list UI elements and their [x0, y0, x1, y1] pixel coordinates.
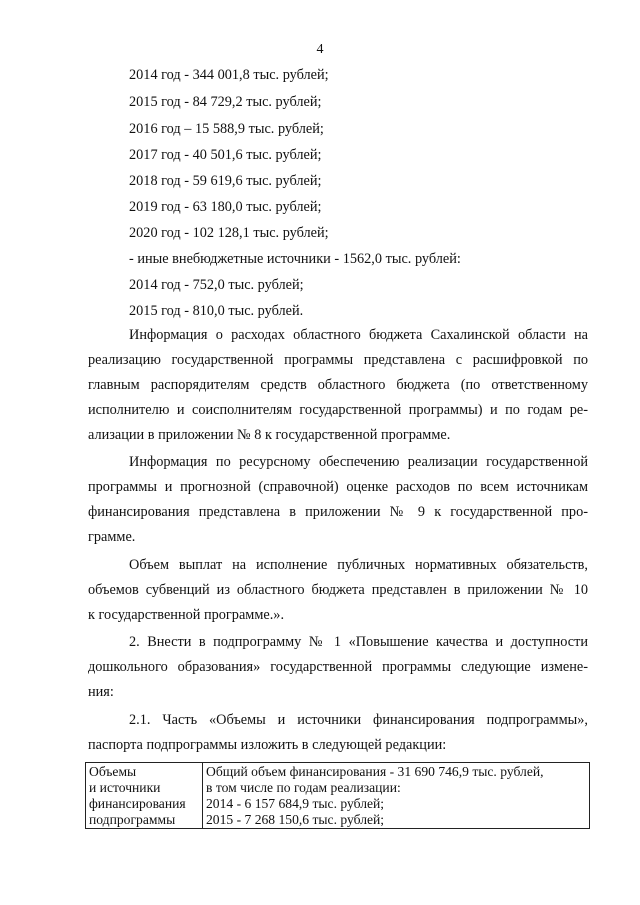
other-sources-line-2014: 2014 год - 752,0 тыс. рублей;: [129, 277, 304, 293]
paragraph-line: программы и прогнозной (справочной) оценке расходов по всем источникам: [88, 479, 588, 495]
paragraph-line: 2.1. Часть «Объемы и источники финансирования подпрограммы»,: [129, 712, 588, 728]
paragraph-passport-edit: [88, 708, 588, 758]
paragraph-line: ализации в приложении № 8 к государственной программе.: [88, 427, 451, 443]
table-row: [86, 763, 590, 829]
paragraph-line: к государственной программе.».: [88, 607, 285, 623]
paragraph-line: дошкольного образования» государственной программы следующие измене-: [88, 659, 588, 675]
other-sources-heading: - иные внебюджетные источники - 1562,0 тыс. рублей:: [129, 251, 461, 267]
paragraph-line: реализацию государственной программы представлена с расшифровкой по: [88, 352, 588, 368]
passport-table: [85, 762, 590, 829]
budget-line-2015: 2015 год - 84 729,2 тыс. рублей;: [129, 94, 322, 110]
paragraph-line: ния:: [88, 684, 114, 700]
cell-line: 2014 - 6 157 684,9 тыс. рублей;: [206, 796, 385, 811]
paragraph-line: Информация о расходах областного бюджета Сахалинской области на: [129, 327, 588, 343]
paragraph-line: Объем выплат на исполнение публичных нормативных обязательств,: [129, 557, 588, 573]
paragraph-resource-info: [88, 450, 588, 550]
budget-line-2019: 2019 год - 63 180,0 тыс. рублей;: [129, 199, 322, 215]
budget-line-2018: 2018 год - 59 619,6 тыс. рублей;: [129, 173, 322, 189]
page-number: 4: [316, 42, 324, 57]
paragraph-subprogram-changes: [88, 630, 588, 705]
paragraph-line: грамме.: [88, 529, 136, 545]
budget-line-2014: 2014 год - 344 001,8 тыс. рублей;: [129, 67, 329, 83]
paragraph-line: исполнителю и соисполнителям государственной программы) и по годам ре-: [88, 402, 588, 418]
budget-line-2020: 2020 год - 102 128,1 тыс. рублей;: [129, 225, 329, 241]
paragraph-expenses-info: [88, 323, 588, 448]
cell-line: финансирования: [89, 796, 186, 811]
paragraph-line: финансирования представлена в приложении № 9 к государственной про-: [88, 504, 588, 520]
table-cell-value: [203, 763, 590, 829]
other-sources-line-2015: 2015 год - 810,0 тыс. рублей.: [129, 303, 304, 319]
paragraph-line: Информация по ресурсному обеспечению реализации государственной: [129, 454, 588, 470]
cell-line: подпрограммы: [89, 812, 176, 827]
paragraph-line: 2. Внести в подпрограмму № 1 «Повышение качества и доступности: [129, 634, 588, 650]
table-cell-label: [86, 763, 203, 829]
cell-line: Объемы: [89, 764, 137, 779]
cell-line: в том числе по годам реализации:: [206, 780, 401, 795]
cell-line: 2015 - 7 268 150,6 тыс. рублей;: [206, 812, 385, 827]
paragraph-line: паспорта подпрограммы изложить в следующей редакции:: [88, 737, 447, 753]
paragraph-line: главным распорядителям средств областного бюджета (по ответственному: [88, 377, 588, 393]
paragraph-payments-info: [88, 553, 588, 628]
cell-line: Общий объем финансирования - 31 690 746,9 тыс. рублей,: [206, 764, 544, 779]
paragraph-line: объемов субвенций из областного бюджета представлен в приложении № 10: [88, 582, 588, 598]
cell-line: и источники: [89, 780, 161, 795]
budget-line-2017: 2017 год - 40 501,6 тыс. рублей;: [129, 147, 322, 163]
budget-line-2016: 2016 год – 15 588,9 тыс. рублей;: [129, 121, 324, 137]
